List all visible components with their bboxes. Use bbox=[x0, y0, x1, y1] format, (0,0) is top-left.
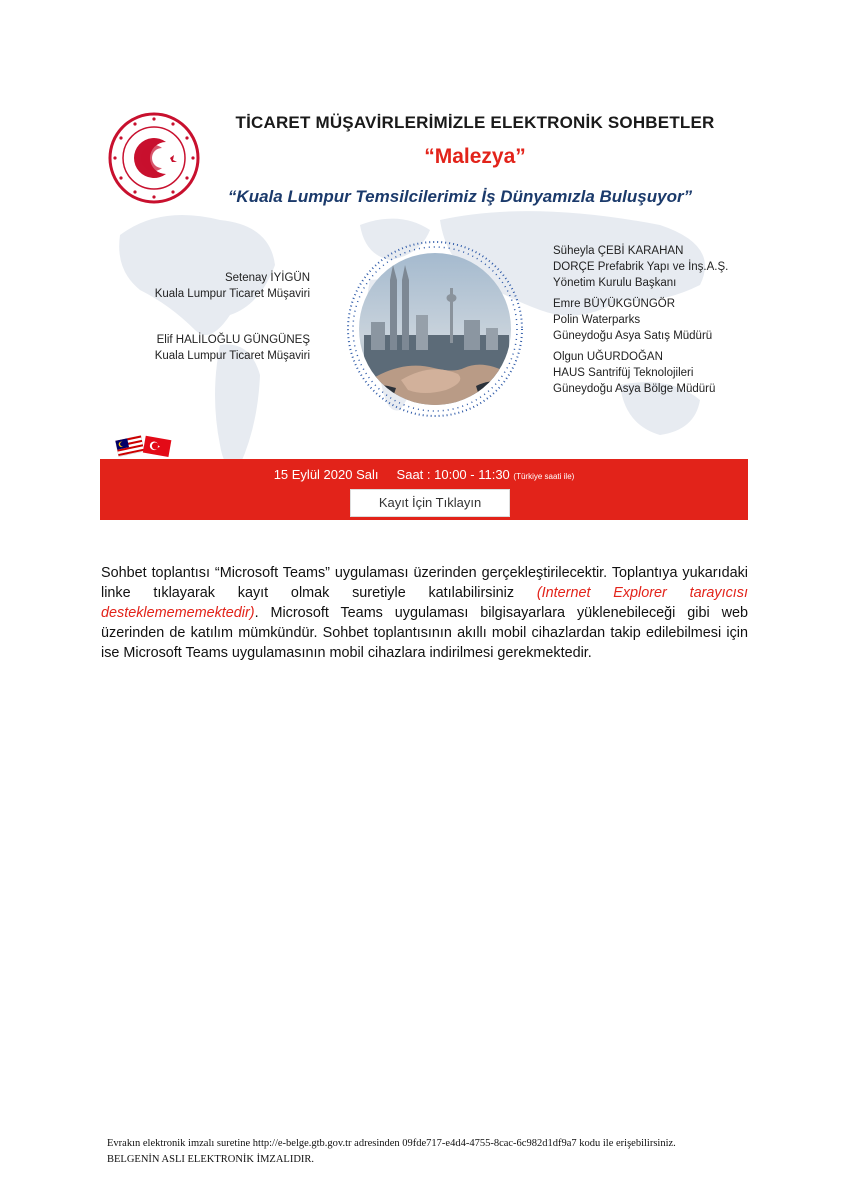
speaker-name: Emre BÜYÜKGÜNGÖR bbox=[553, 298, 676, 310]
banner-heading: TİCARET MÜŞAVİRLERİMİZLE ELEKTRONİK SOHBETLER bbox=[235, 113, 715, 132]
speaker-role: Kuala Lumpur Ticaret Müşaviri bbox=[154, 288, 310, 300]
signature-note: BELGENİN ASLI ELEKTRONİK İMZALIDIR. bbox=[107, 1154, 315, 1165]
speaker-name: Olgun UĞURDOĞAN bbox=[553, 351, 663, 363]
event-time: Saat : 10:00 - 11:30 bbox=[396, 467, 510, 482]
speaker-name: Süheyla ÇEBİ KARAHAN bbox=[553, 245, 684, 257]
speaker-role: Yönetim Kurulu Başkanı bbox=[553, 277, 677, 289]
event-timezone-note: (Türkiye saati ile) bbox=[513, 472, 575, 481]
speaker-role: Güneydoğu Asya Satış Müdürü bbox=[553, 330, 713, 342]
speaker-name: Setenay İYİGÜN bbox=[224, 272, 310, 284]
register-button[interactable]: Kayıt İçin Tıklayın bbox=[350, 489, 510, 517]
handshake-city-photo bbox=[346, 240, 524, 418]
verification-note: Evrakın elektronik imzalı suretine http://e-belge.gtb.gov.tr adresinden 09fde717-e4d4-4755-8cac-6c982d1df9a7 kodu ile erişebilirsiniz. bbox=[107, 1138, 676, 1149]
speaker-left-1 bbox=[155, 270, 310, 302]
speaker-role: Kuala Lumpur Ticaret Müşaviri bbox=[154, 350, 310, 362]
browser-warning: (Internet Explorer tarayıcısı desteklemememektedir) bbox=[101, 585, 748, 621]
banner-subtitle: “Kuala Lumpur Temsilcilerimiz İş Dünyamızla Buluşuyor” bbox=[227, 187, 693, 206]
speaker-company: Polin Waterparks bbox=[553, 314, 641, 326]
body-text-part3: . Microsoft Teams uygulaması bilgisayarlara yüklenebileceği gibi web üzerinden de katılım mümkündür. Sohbet toplantısının akıllı mobil cihazlardan takip edilebilmesi için ise Microsoft Teams uygulamasının mobil cihazlara indirilmesi gerekmektedir. bbox=[101, 605, 748, 661]
event-date-time bbox=[100, 467, 748, 482]
speaker-name: Elif HALİLOĞLU GÜNGÜNEŞ bbox=[156, 334, 310, 346]
event-date-bar bbox=[100, 459, 748, 520]
body-text-part1: Sohbet toplantısı “Microsoft Teams” uygulaması üzerinden gerçekleştirilecektir. Toplantıya yukarıdaki linke tıklayarak kayıt olmak suretiyle katılabilirsiniz bbox=[101, 565, 748, 601]
body-paragraph bbox=[101, 563, 748, 663]
speaker-company: DORÇE Prefabrik Yapı ve İnş.A.Ş. bbox=[553, 261, 729, 273]
country-title: “Malezya” bbox=[424, 145, 526, 168]
speaker-role: Güneydoğu Asya Bölge Müdürü bbox=[553, 383, 716, 395]
speaker-right-1 bbox=[553, 243, 728, 291]
speaker-left-2 bbox=[155, 332, 310, 364]
speaker-right-3 bbox=[553, 349, 715, 397]
speaker-company: HAUS Santrifüj Teknolojileri bbox=[553, 367, 694, 379]
event-banner bbox=[100, 95, 748, 520]
event-date: 15 Eylül 2020 Salı bbox=[273, 467, 379, 482]
speaker-right-2 bbox=[553, 296, 712, 344]
document-footer bbox=[107, 1136, 807, 1168]
